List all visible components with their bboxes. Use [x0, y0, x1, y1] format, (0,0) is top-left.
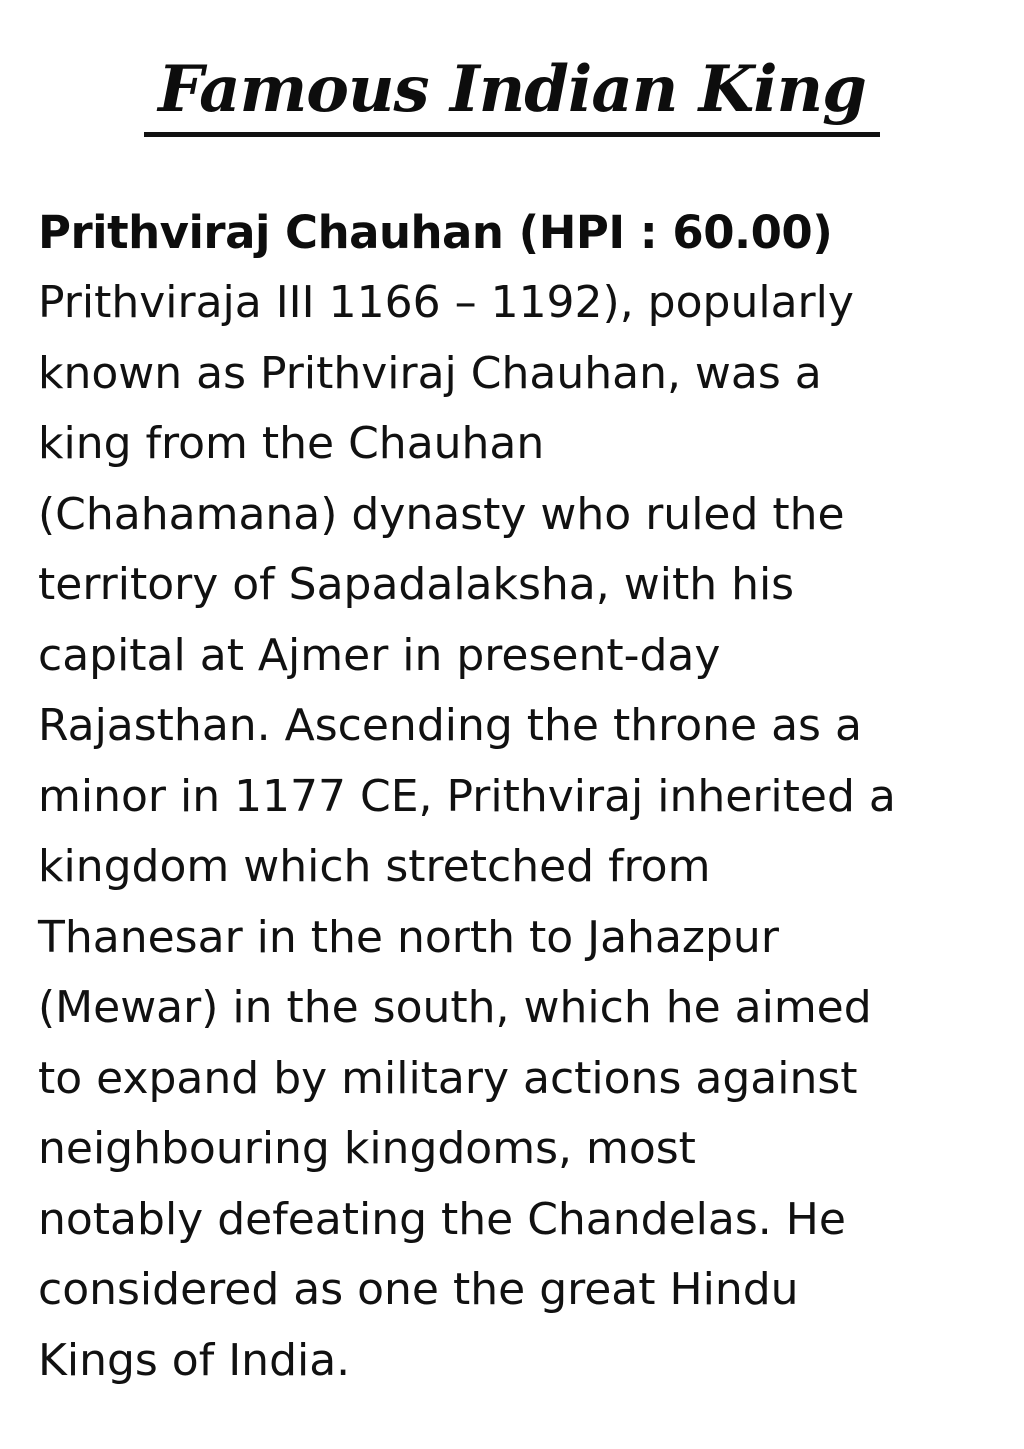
description-line: kingdom which stretched from — [38, 841, 711, 892]
description-line: neighbouring kingdoms, most — [38, 1123, 696, 1174]
description-line: minor in 1177 CE, Prithviraj inherited a — [38, 770, 896, 822]
article-content — [38, 198, 998, 1396]
description-line: Thanesar in the north to Jahazpur — [38, 911, 779, 963]
description-line: territory of Sapadalaksha, with his — [38, 559, 795, 610]
description-line: Prithviraja III 1166 – 1192), popularly — [38, 277, 854, 328]
description-line: Kings of India. — [38, 1334, 351, 1386]
description-line: (Chahamana) dynasty who ruled the — [38, 488, 845, 540]
description-line: to expand by military actions against — [38, 1052, 858, 1104]
description-line: capital at Ajmer in present-day — [38, 629, 721, 681]
description-line: (Mewar) in the south, which he aimed — [38, 982, 872, 1033]
page-title: Famous Indian King — [144, 48, 880, 137]
description-line: considered as one the great Hindu — [38, 1264, 799, 1315]
description-line: known as Prithviraj Chauhan, was a — [38, 347, 822, 399]
description-line: king from the Chauhan — [38, 418, 545, 469]
description-line: Rajasthan. Ascending the throne as a — [38, 700, 862, 751]
king-description — [38, 268, 998, 1396]
description-line: notably defeating the Chandelas. He — [38, 1193, 846, 1245]
king-heading: Prithviraj Chauhan (HPI : 60.00) — [38, 206, 833, 259]
title-container — [0, 48, 1024, 137]
